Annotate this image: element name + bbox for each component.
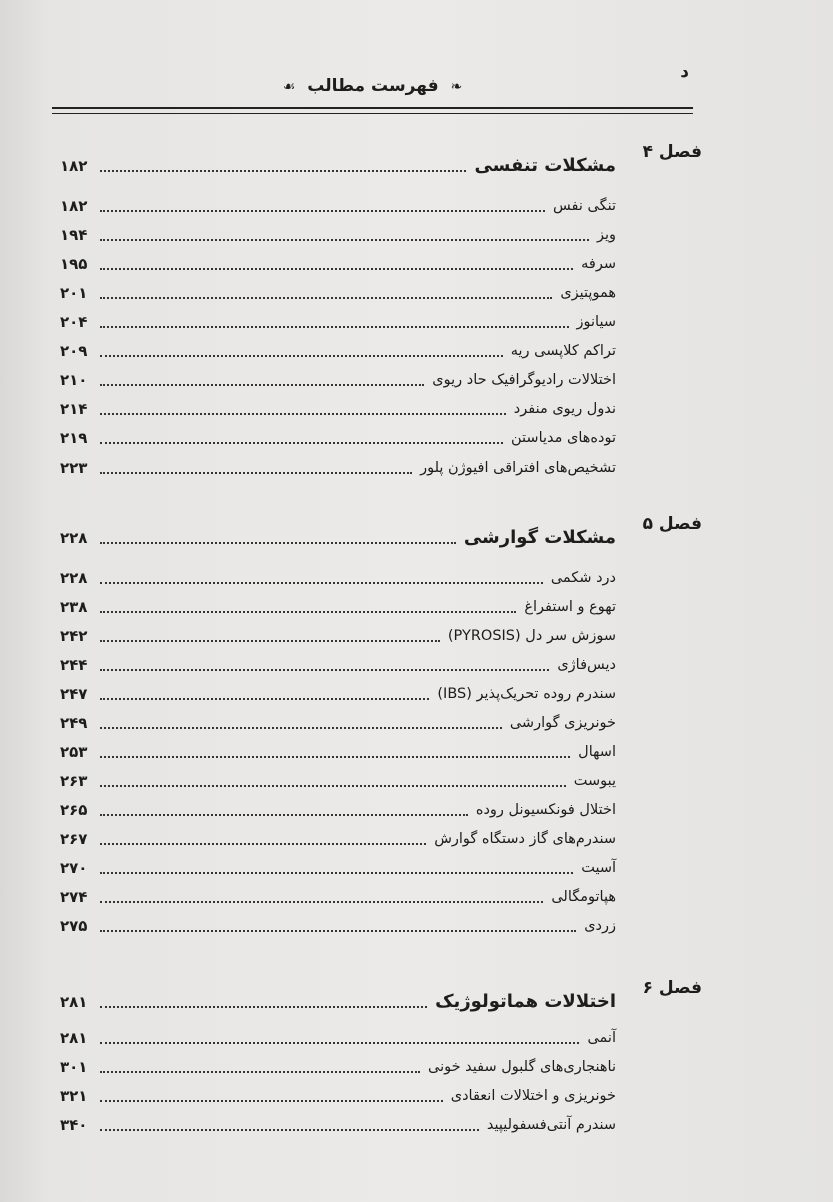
page-number: ۲۷۵ [60, 917, 88, 935]
entry-title: زردی [584, 918, 616, 934]
leader-dots [100, 542, 456, 544]
entry-title: یبوست [573, 773, 616, 789]
leader-dots [100, 814, 468, 816]
entry-title: اختلال فونکسیونل روده [475, 802, 616, 818]
leader-dots [100, 355, 503, 357]
leader-dots [100, 170, 466, 172]
leader-dots [100, 727, 502, 729]
page-number: ۲۷۴ [60, 888, 88, 906]
page-number: ۲۷۰ [60, 859, 88, 877]
entry-title: تهوع و استفراغ [524, 599, 616, 615]
chapter-title: اختلالات هماتولوژیک [435, 991, 616, 1012]
page-number: ۲۲۳ [60, 459, 88, 477]
page-letter: د [680, 62, 689, 82]
page-number: ۱۹۵ [60, 255, 88, 273]
toc-entry[interactable] [60, 277, 616, 303]
toc-entry[interactable] [60, 1080, 616, 1106]
leader-dots [100, 872, 573, 874]
page-number: ۱۸۲ [60, 157, 88, 175]
page-number: ۲۱۴ [60, 400, 88, 418]
toc-entry[interactable] [60, 335, 616, 361]
page-number: ۲۰۱ [60, 284, 88, 302]
page-number: ۲۶۷ [60, 830, 88, 848]
leader-dots [100, 239, 589, 241]
toc-entry[interactable] [60, 707, 616, 733]
toc-entry[interactable] [60, 452, 616, 478]
toc-entry[interactable] [60, 765, 616, 791]
entry-title: ناهنجاری‌های گلبول سفید خونی [428, 1059, 616, 1075]
toc-entry[interactable] [60, 1109, 616, 1135]
leader-dots [100, 930, 576, 932]
entry-title: خونریزی و اختلالات انعقادی [450, 1088, 616, 1104]
leader-dots [100, 413, 506, 415]
leader-dots [100, 1071, 420, 1073]
leader-dots [100, 698, 429, 700]
leader-dots [100, 901, 543, 903]
header-rule-thin [52, 113, 693, 114]
toc-entry[interactable] [60, 422, 616, 448]
chapter-title-row[interactable] [60, 150, 616, 176]
header-rule-thick [52, 107, 693, 109]
entry-title: خونریزی گوارشی [509, 715, 616, 731]
leader-dots [100, 843, 426, 845]
ornament-left-icon: ☙ [282, 79, 296, 95]
entry-title: آنمی [587, 1030, 616, 1046]
chapter-label: فصل ۴ [642, 142, 702, 162]
ornament-right-icon: ❧ [450, 79, 463, 95]
toc-entry[interactable] [60, 794, 616, 820]
entry-title: ندول ریوی منفرد [513, 401, 616, 417]
page-number: ۱۸۲ [60, 197, 88, 215]
toc-entry[interactable] [60, 306, 616, 332]
chapter-title: مشکلات گوارشی [463, 527, 616, 548]
chapter-label: فصل ۶ [642, 978, 702, 998]
page-number: ۲۴۷ [60, 685, 88, 703]
entry-title: سندرم آنتی‌فسفولیپید [486, 1117, 616, 1133]
page-number: ۲۴۲ [60, 627, 88, 645]
toc-entry[interactable] [60, 852, 616, 878]
entry-title: هپاتومگالی [551, 889, 616, 905]
leader-dots [100, 442, 503, 444]
leader-dots [100, 785, 566, 787]
entry-title: تشخیص‌های افتراقی افیوژن پلور [420, 460, 616, 476]
leader-dots [100, 297, 552, 299]
toc-entry[interactable] [60, 364, 616, 390]
toc-entry[interactable] [60, 190, 616, 216]
page-number: ۲۳۸ [60, 598, 88, 616]
leader-dots [100, 210, 545, 212]
leader-dots [100, 1100, 443, 1102]
page-number: ۲۶۳ [60, 772, 88, 790]
leader-dots [100, 326, 569, 328]
toc-entry[interactable] [60, 248, 616, 274]
toc-entry[interactable] [60, 591, 616, 617]
leader-dots [100, 669, 549, 671]
toc-entry[interactable] [60, 823, 616, 849]
leader-dots [100, 1006, 427, 1008]
leader-dots [100, 582, 543, 584]
leader-dots [100, 611, 516, 613]
page-number: ۲۴۹ [60, 714, 88, 732]
page-number: ۲۲۸ [60, 569, 88, 587]
toc-entry[interactable] [60, 678, 616, 704]
page-number: ۲۴۴ [60, 656, 88, 674]
page-title: فهرست مطالب [307, 76, 439, 96]
page-number: ۲۸۱ [60, 993, 88, 1011]
toc-entry[interactable] [60, 562, 616, 588]
header-title-row [52, 76, 693, 96]
toc-entry[interactable] [60, 1022, 616, 1048]
page-number: ۳۴۰ [60, 1116, 88, 1134]
entry-title: تنگی نفس [553, 198, 616, 214]
entry-title: توده‌های مدیاستن [511, 430, 616, 446]
leader-dots [100, 1042, 579, 1044]
toc-entry[interactable] [60, 1051, 616, 1077]
leader-dots [100, 384, 424, 386]
page-header [52, 62, 693, 122]
entry-title: اختلالات رادیوگرافیک حاد ریوی [432, 372, 616, 388]
chapter-title-row[interactable] [60, 522, 616, 548]
page-number: ۲۱۹ [60, 429, 88, 447]
leader-dots [100, 756, 570, 758]
toc-entry[interactable] [60, 620, 616, 646]
leader-dots [100, 268, 573, 270]
page-number: ۲۶۵ [60, 801, 88, 819]
toc-entry[interactable] [60, 736, 616, 762]
entry-title: سیانوز [576, 314, 616, 330]
chapter-title-row[interactable] [60, 986, 616, 1012]
leader-dots [100, 1129, 479, 1131]
entry-title: درد شکمی [550, 570, 616, 586]
entry-title: آسیت [581, 860, 616, 876]
toc-entry[interactable] [60, 219, 616, 245]
entry-title: سندرم‌های گاز دستگاه گوارش [434, 831, 616, 847]
entry-title: سندرم روده تحریک‌پذیر (IBS) [437, 686, 616, 702]
entry-title: تراکم کلاپسی ریه [510, 343, 616, 359]
entry-title: هموپتیزی [560, 285, 616, 301]
page-number: ۲۰۴ [60, 313, 88, 331]
page-number: ۲۰۹ [60, 342, 88, 360]
page-number: ۲۵۳ [60, 743, 88, 761]
entry-title: اسهال [578, 744, 616, 760]
page-number: ۳۲۱ [60, 1087, 88, 1105]
page-number: ۱۹۴ [60, 226, 88, 244]
page-number: ۲۲۸ [60, 529, 88, 547]
entry-title: دیس‌فاژی [557, 657, 616, 673]
entry-title: ویز [596, 227, 616, 243]
leader-dots [100, 640, 440, 642]
toc-entry[interactable] [60, 649, 616, 675]
toc-entry[interactable] [60, 910, 616, 936]
page-number: ۲۸۱ [60, 1029, 88, 1047]
toc-entry[interactable] [60, 881, 616, 907]
entry-title: سرفه [581, 256, 616, 272]
page-number: ۳۰۱ [60, 1058, 88, 1076]
leader-dots [100, 472, 412, 474]
toc-entry[interactable] [60, 393, 616, 419]
chapter-label: فصل ۵ [642, 514, 702, 534]
page-number: ۲۱۰ [60, 371, 88, 389]
entry-title: سوزش سر دل (PYROSIS) [447, 628, 616, 644]
chapter-title: مشکلات تنفسی [474, 155, 616, 176]
